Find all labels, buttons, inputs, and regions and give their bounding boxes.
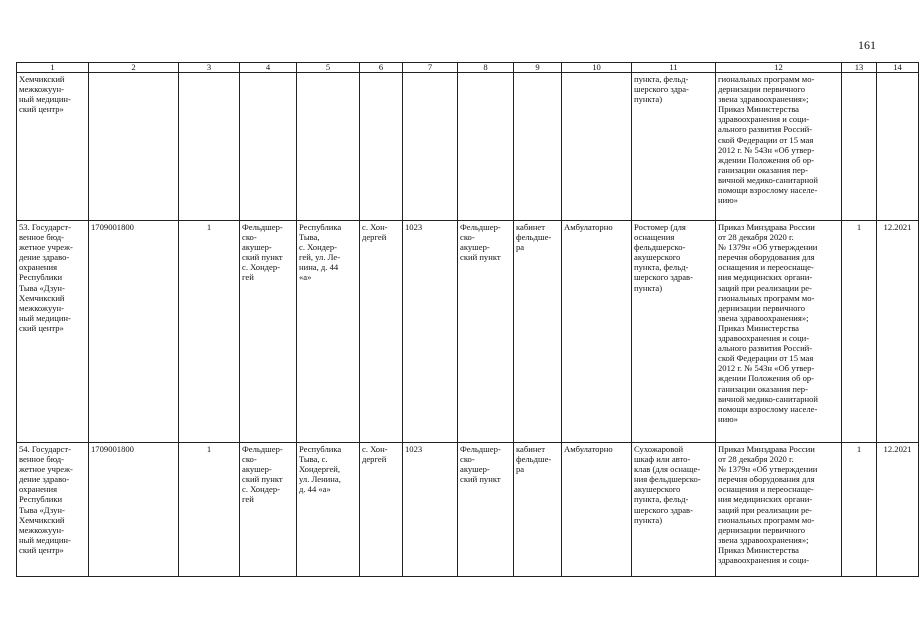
date-cell: 12.2021	[877, 221, 919, 443]
code-cell	[89, 73, 179, 221]
care-type-cell: Амбулаторно	[562, 443, 632, 577]
unit-type-cell: Фельдшер- ско- акушер- ский пункт	[458, 443, 514, 577]
organization-cell: Хемчикский межкожуун- ный медицин- ский центр»	[17, 73, 89, 221]
column-header: 6	[360, 63, 403, 73]
address-cell: Республика Тыва, с. Хондергей, ул. Ленина, д. 44 «а»	[297, 443, 360, 577]
column-header: 9	[514, 63, 562, 73]
column-header: 8	[458, 63, 514, 73]
count-cell: 1	[179, 443, 240, 577]
equipment-table	[16, 62, 919, 577]
count-cell	[179, 73, 240, 221]
column-header: 5	[297, 63, 360, 73]
column-header: 4	[240, 63, 297, 73]
code-cell: 1709001800	[89, 443, 179, 577]
table-row	[17, 443, 919, 577]
locality-cell	[360, 73, 403, 221]
address-cell: Республика Тыва, с. Хондер- гей, ул. Ле- нина, д. 44 «а»	[297, 221, 360, 443]
organization-cell: 54. Государст- венное бюд- жетное учреж- дение здраво- охранения Республики Тыва «Дзун- Хемчикский межкожуун- ный медицин- ский центр»	[17, 443, 89, 577]
address-cell	[297, 73, 360, 221]
regulation-cell: Приказ Минздрава России от 28 декабря 2020 г. № 1379н «Об утверждении перечня оборудования для оснащения и переоснаще- ния медицинских органи- заций при реализации ре- гиональных программ мо- дернизации первичного звена здравоохранения»; Приказ Министерства здравоохранения и соци- ального развития Россий- ской Федерации от 15 мая 2012 г. № 543н «Об утвер- ждении Положения об ор- ганизации оказания пер- вичной медико-санитарной помощи взрослому населе- нию»	[716, 221, 842, 443]
population-cell: 1023	[403, 221, 458, 443]
room-cell	[514, 73, 562, 221]
care-type-cell	[562, 73, 632, 221]
room-cell: кабинет фельдше- ра	[514, 443, 562, 577]
unit-cell: Фельдшер- ско- акушер- ский пункт с. Хондер- гей	[240, 221, 297, 443]
equipment-cell: Ростомер (для оснащения фельдшерско- акушерского пункта, фельд- шерского здрав- пункта)	[632, 221, 716, 443]
table-row	[17, 73, 919, 221]
population-cell: 1023	[403, 443, 458, 577]
equipment-cell: пункта, фельд- шерского здра- пункта)	[632, 73, 716, 221]
quantity-cell: 1	[842, 443, 877, 577]
date-cell: 12.2021	[877, 443, 919, 577]
room-cell: кабинет фельдше- ра	[514, 221, 562, 443]
population-cell	[403, 73, 458, 221]
unit-cell: Фельдшер- ско- акушер- ский пункт с. Хондер- гей	[240, 443, 297, 577]
unit-type-cell: Фельдшер- ско- акушер- ский пункт	[458, 221, 514, 443]
organization-cell: 53. Государст- венное бюд- жетное учреж- дение здраво- охранения Республики Тыва «Дзун- Хемчикский межкожуун- ный медицин- ский центр»	[17, 221, 89, 443]
column-header: 2	[89, 63, 179, 73]
equipment-cell: Сухожаровой шкаф или авто- клав (для оснаще- ния фельдшерско- акушерского пункта, фельд- шерского здрав- пункта)	[632, 443, 716, 577]
regulation-cell: гиональных программ мо- дернизации первичного звена здравоохранения»; Приказ Министерства здравоохранения и соци- ального развития Россий- ской Федерации от 15 мая 2012 г. № 543н «Об утвер- ждении Положения об ор- ганизации оказания пер- вичной медико-санитарной помощи взрослому населе- нию»	[716, 73, 842, 221]
regulation-cell: Приказ Минздрава России от 28 декабря 2020 г. № 1379н «Об утверждении перечня оборудования для оснащения и переоснаще- ния медицинских органи- заций при реализации ре- гиональных программ мо- дернизации первичного звена здравоохранения»; Приказ Министерства здравоохранения и соци-	[716, 443, 842, 577]
column-header: 3	[179, 63, 240, 73]
column-header: 14	[877, 63, 919, 73]
quantity-cell: 1	[842, 221, 877, 443]
unit-cell	[240, 73, 297, 221]
locality-cell: с. Хон- дергей	[360, 443, 403, 577]
care-type-cell: Амбулаторно	[562, 221, 632, 443]
count-cell: 1	[179, 221, 240, 443]
column-header: 10	[562, 63, 632, 73]
column-header: 7	[403, 63, 458, 73]
date-cell	[877, 73, 919, 221]
locality-cell: с. Хон- дергей	[360, 221, 403, 443]
table-row	[17, 221, 919, 443]
unit-type-cell	[458, 73, 514, 221]
page-number: 161	[858, 38, 876, 52]
column-number-row	[17, 63, 919, 73]
column-header: 1	[17, 63, 89, 73]
quantity-cell	[842, 73, 877, 221]
column-header: 13	[842, 63, 877, 73]
column-header: 11	[632, 63, 716, 73]
code-cell: 1709001800	[89, 221, 179, 443]
column-header: 12	[716, 63, 842, 73]
